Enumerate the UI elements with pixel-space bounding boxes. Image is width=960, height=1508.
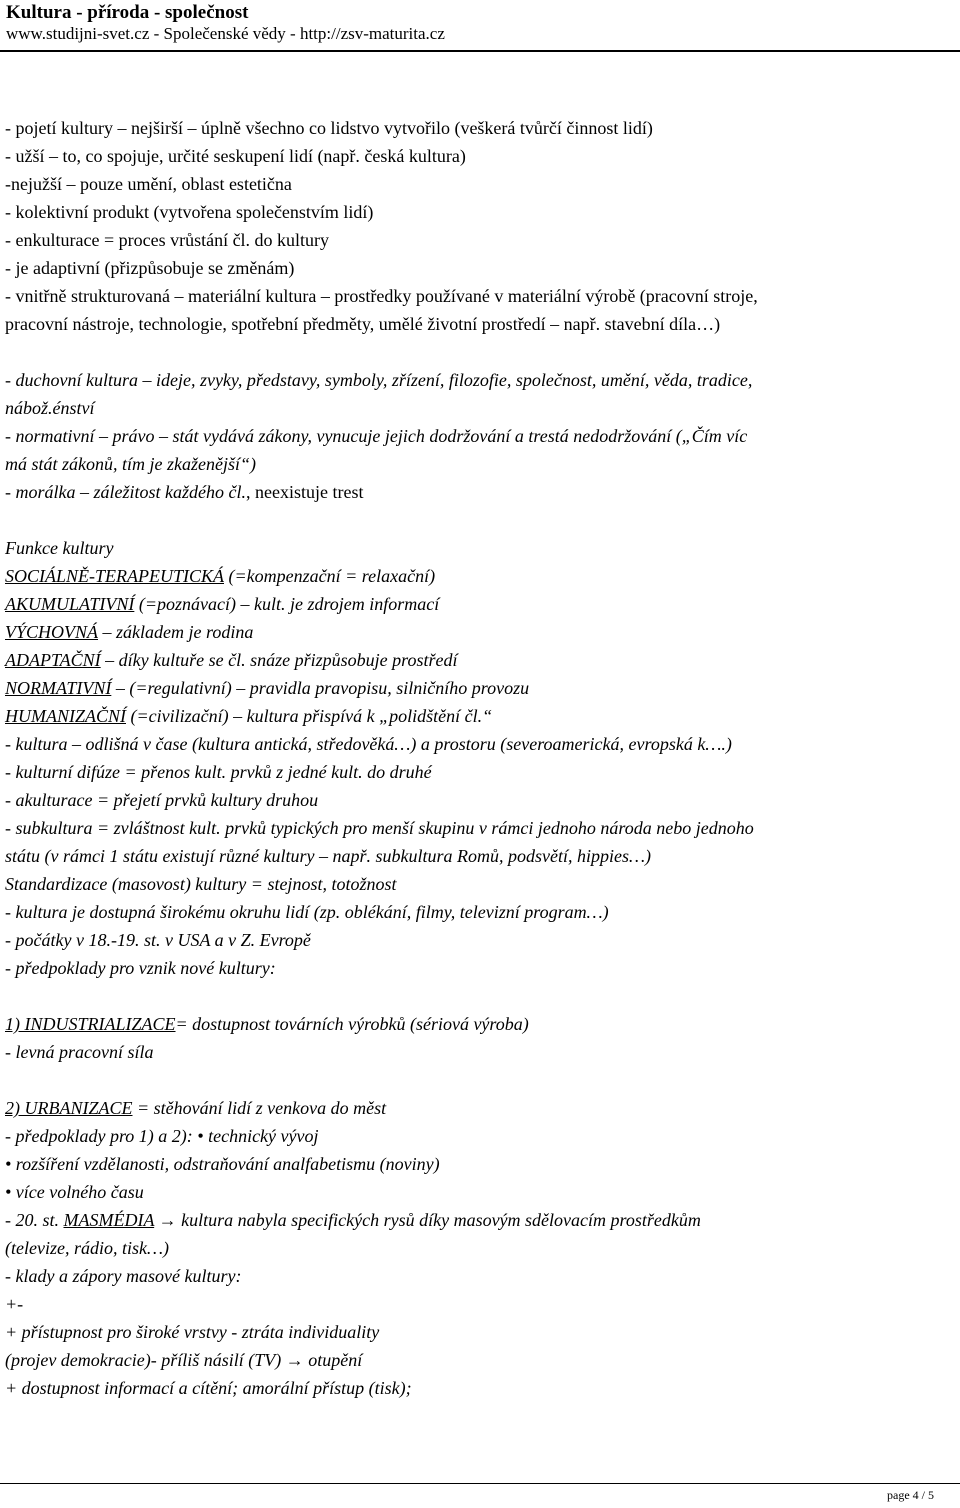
- term-urbanizace: URBANIZACE: [24, 1098, 133, 1118]
- text-line-7: - vnitřně strukturovaná – materiální kultura – prostředky používané v materiální výrobě (pracovní stroje,: [5, 286, 758, 306]
- page-header: [6, 0, 445, 44]
- text-line-5: - enkulturace = proces vrůstání čl. do kultury: [5, 230, 330, 250]
- header-divider: [0, 50, 960, 52]
- text-line-26: Standardizace (masovost) kultury = stejnost, totožnost: [5, 874, 397, 894]
- document-title: Kultura - příroda - společnost: [6, 2, 249, 23]
- text-line-6: - je adaptivní (přizpůsobuje se změnám): [5, 258, 295, 278]
- page-number: page 4 / 5: [887, 1488, 934, 1502]
- function-line-6: [5, 705, 492, 727]
- term-masmedia: MASMÉDIA: [63, 1210, 155, 1230]
- text-line-4: - kolektivní produkt (vytvořena společenstvím lidí): [5, 202, 374, 222]
- function-line-5: [5, 677, 529, 699]
- text-line-30: [5, 1013, 529, 1035]
- text-line-36-prefix: - 20. st.: [5, 1210, 64, 1230]
- text-line-9: - duchovní kultura – ideje, zvyky, představy, symboly, zřízení, filozofie, společnost, umění, věda, tradice,: [5, 370, 753, 390]
- text-line-40: + přístupnost pro široké vrstvy - ztráta individuality: [5, 1322, 380, 1342]
- text-line-22: - kulturní difúze = přenos kult. prvků z jedné kult. do druhé: [5, 762, 432, 782]
- text-line-42: + dostupnost informací a cítění; amorální přístup (tisk);: [5, 1378, 412, 1398]
- list-number: 1): [5, 1014, 25, 1034]
- section-heading-funkce: Funkce kultury: [5, 538, 114, 558]
- text-line-21: - kultura – odlišná v čase (kultura antická, středověká…) a prostoru (severoamerická, evropská k….): [5, 734, 732, 754]
- text-line-3: -nejužší – pouze umění, oblast estetična: [5, 174, 292, 194]
- text-line-2: - užší – to, co spojuje, určité seskupení lidí (např. česká kultura): [5, 146, 466, 166]
- function-term: ADAPTAČNÍ: [5, 650, 101, 670]
- list-number: 2): [5, 1098, 25, 1118]
- function-term: AKUMULATIVNÍ: [5, 594, 135, 614]
- footer-divider: [0, 1483, 960, 1484]
- text-line-25: státu (v rámci 1 státu existují různé kultury – např. subkultura Romů, podsvětí, hippies…): [5, 846, 651, 866]
- function-line-4: [5, 649, 457, 671]
- text-line-27: - kultura je dostupná širokému okruhu lidí (zp. oblékání, filmy, televizní program…): [5, 902, 609, 922]
- function-term: VÝCHOVNÁ: [5, 622, 99, 642]
- function-line-3: [5, 621, 253, 643]
- text-line-24: - subkultura = zvláštnost kult. prvků typických pro menší skupinu v rámci jednoho národa nebo jednoho: [5, 818, 754, 838]
- text-line-8: pracovní nástroje, technologie, spotřební předměty, umělé životní prostředí – např. stavební díla…): [5, 314, 721, 334]
- text-line-39: +-: [5, 1294, 24, 1314]
- function-term: HUMANIZAČNÍ: [5, 706, 126, 726]
- function-term: SOCIÁLNĚ-TERAPEUTICKÁ: [5, 566, 224, 586]
- function-desc: (=kompenzační = relaxační): [224, 566, 436, 586]
- text-line-36: [5, 1209, 701, 1231]
- text-line-41: (projev demokracie)- příliš násilí (TV) → otupění: [5, 1350, 363, 1370]
- function-desc: (=poznávací) – kult. je zdrojem informací: [134, 594, 440, 614]
- text-line-12: má stát zákonů, tím je zkaženější“): [5, 454, 256, 474]
- function-desc: (=civilizační) – kultura přispívá k „polidštění čl.“: [126, 706, 493, 726]
- function-desc: – díky kultuře se čl. snáze přizpůsobuje prostředí: [100, 650, 458, 670]
- text-line-35: • více volného času: [5, 1182, 144, 1202]
- text-line-1: - pojetí kultury – nejširší – úplně všechno co lidstvo vytvořilo (veškerá tvůrčí činnost lidí): [5, 118, 653, 138]
- text-line-29: - předpoklady pro vznik nové kultury:: [5, 958, 276, 978]
- source-url-line: www.studijni-svet.cz - Společenské vědy - http://zsv-maturita.cz: [6, 24, 445, 43]
- text-line-37: (televize, rádio, tisk…): [5, 1238, 169, 1258]
- text-line-32: [5, 1097, 386, 1119]
- term-industrializace: INDUSTRIALIZACE: [24, 1014, 176, 1034]
- text-line-33: - předpoklady pro 1) a 2): • technický vývoj: [5, 1126, 319, 1146]
- function-desc: – základem je rodina: [98, 622, 254, 642]
- term-desc: = stěhování lidí z venkova do měst: [132, 1098, 387, 1118]
- text-line-13-rest: , neexistuje trest: [245, 482, 364, 502]
- text-line-31: - levná pracovní síla: [5, 1042, 154, 1062]
- function-term: NORMATIVNÍ: [5, 678, 112, 698]
- function-line-2: [5, 593, 439, 615]
- text-line-36-rest: → kultura nabyla specifických rysů díky masovým sdělovacím prostředkům: [154, 1210, 701, 1230]
- text-line-23: - akulturace = přejetí prvků kultury druhou: [5, 790, 319, 810]
- text-line-13-italic: - morálka – záležitost každého čl.: [5, 482, 246, 502]
- text-line-34: • rozšíření vzdělanosti, odstraňování analfabetismu (noviny): [5, 1154, 440, 1174]
- function-line-1: [5, 565, 435, 587]
- text-line-11: - normativní – právo – stát vydává zákony, vynucuje jejich dodržování a trestá nedodržování („Čím víc: [5, 426, 748, 446]
- text-line-28: - počátky v 18.-19. st. v USA a v Z. Evropě: [5, 930, 311, 950]
- text-line-38: - klady a zápory masové kultury:: [5, 1266, 242, 1286]
- text-line-10: nábož.énství: [5, 398, 95, 418]
- term-desc: = dostupnost továrních výrobků (sériová výroba): [175, 1014, 529, 1034]
- function-desc: – (=regulativní) – pravidla pravopisu, silničního provozu: [111, 678, 530, 698]
- text-line-13: [5, 481, 363, 503]
